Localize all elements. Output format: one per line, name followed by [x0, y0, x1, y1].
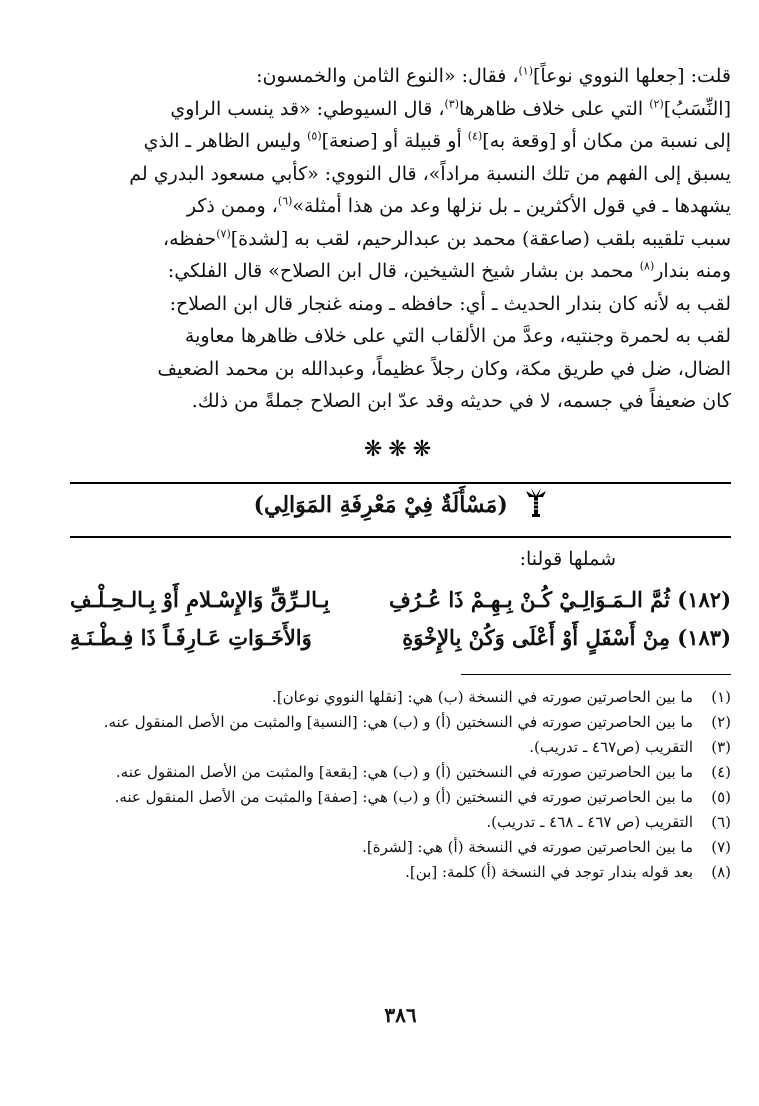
footnote-number: (٢): [711, 713, 731, 731]
text-line: كان ضعيفاً في جسمه، لا في حديثه وقد عدّ ابن الصلاح جملةً من ذلك.: [191, 390, 731, 412]
footnote-number: (١): [711, 688, 731, 706]
footnote-text: ما بين الحاصرتين صورته في النسختين (أ) و (ب) هي: [صفة] والمثبت من الأصل المنقول عنه.: [114, 788, 693, 806]
section-separator-stars: ❋❋❋: [363, 437, 438, 462]
text-line: لقب به لحمرة وجنتيه، وعدَّ من الألقاب التي على خلاف ظاهرها معاوية: [184, 325, 731, 347]
footnote-text: ما بين الحاصرتين صورته في النسخة (أ) هي: [لشرة].: [362, 838, 693, 856]
footnote-number: (٦): [711, 813, 731, 831]
footnote-text: بعد قوله بندار توجد في النسخة (أ) كلمة: [بن].: [405, 863, 693, 881]
footnote-item: [70, 735, 731, 760]
page-number: ٣٨٦: [384, 1003, 417, 1027]
footnote-text: ما بين الحاصرتين صورته في النسختين (أ) و (ب) هي: [النسبة] والمثبت من الأصل المنقول عنه.: [103, 713, 693, 731]
book-page: [70, 0, 731, 1106]
footnote-item: [70, 685, 731, 710]
text-line: سبب تلقيبه بلقب (صاعقة) محمد بن عبدالرحيم، لقب به [لشدة]$^{(٧)}$حفظه،: [162, 227, 731, 250]
footnote-item: [70, 810, 731, 835]
palm-ornament-icon: [525, 488, 547, 524]
title-rule-bottom: [70, 536, 731, 538]
text-line: قلت: [جعلها النووي نوعاً]$^{(١)}$، فقال: «النوع الثامن والخمسون:: [256, 64, 731, 87]
verse-second-hemistich: وَالأَخَـوَاتِ عَـارِفَـاً ذَا فِـطْـنَـةِ: [70, 624, 312, 650]
footnote-number: (٨): [711, 863, 731, 881]
footnote-item: [70, 785, 731, 810]
footnote-number: (٤): [711, 763, 731, 781]
text-line: الضال، ضل في طريق مكة، وكان رجلاً عظيماً، وعبدالله بن محمد الضعيف: [157, 357, 731, 380]
footnote-rule: [461, 674, 731, 675]
footnote-number: (٥): [711, 788, 731, 806]
section-title-text: (مَسْأَلَةٌ فِيْ مَعْرِفَةِ المَوَالِي): [253, 492, 508, 518]
footnote-text: ما بين الحاصرتين صورته في النسخة (ب) هي: [نقلها النووي نوعان].: [272, 688, 693, 706]
footnote-item: [70, 710, 731, 735]
footnote-text: التقريب (ص ٤٦٧ ـ ٤٦٨ ـ تدريب).: [486, 813, 693, 831]
section-title: [70, 488, 731, 524]
verse-block: [70, 580, 731, 656]
verse-second-hemistich: بِـالـرِّقِّ وَالإِسْـلامِ أَوْ بِـالـحِـلْـفِ: [70, 586, 330, 612]
verse-first-hemistich: (١٨٢) ثُمَّ الـمَـوَالِـيْ كُـنْ بِـهِـمْ ذَا عُـرُفِ: [389, 586, 731, 612]
verse-first-hemistich: (١٨٣) مِنْ أَسْفَلٍ أَوْ أَعْلَى وَكُنْ بِالإِخْوَةِ: [402, 624, 731, 650]
text-line: لقب به لأنه كان بندار الحديث ـ أي: حافظه ـ ومنه غنجار قال ابن الصلاح:: [169, 292, 731, 315]
verse-intro: شملها قولنا:: [519, 548, 616, 570]
footnote-number: (٣): [711, 738, 731, 756]
title-rule-top: [70, 482, 731, 484]
footnote-item: [70, 860, 731, 885]
main-text: [70, 60, 731, 418]
footnotes: [70, 685, 731, 885]
footnote-number: (٧): [711, 838, 731, 856]
text-line: يسبق إلى الفهم من تلك النسبة مراداً»، قال النووي: «كأبي مسعود البدري لم: [129, 162, 731, 185]
footnote-item: [70, 835, 731, 860]
footnote-text: ما بين الحاصرتين صورته في النسختين (أ) و (ب) هي: [بقعة] والمثبت من الأصل المنقول عنه.: [115, 763, 693, 781]
text-line: ومنه بندار$^{(٨)}$ محمد بن بشار شيخ الشيخين، قال ابن الصلاح» قال الفلكي:: [167, 259, 731, 282]
text-line: [النِّسَبُ]$^{(٢)}$ التي على خلاف ظاهرها$^{(٣)}$، قال السيوطي: «قد ينسب الراوي: [170, 97, 731, 120]
footnote-item: [70, 760, 731, 785]
footnote-text: التقريب (ص٤٦٧ ـ تدريب).: [529, 738, 693, 756]
text-line: إلى نسبة من مكان أو [وقعة به]$^{(٤)}$ أو قبيلة أو [صنعة]$^{(٥)}$ وليس الظاهر ـ الذي: [143, 129, 731, 152]
verse-row: [70, 580, 731, 618]
verse-row: [70, 618, 731, 656]
text-line: يشهدها ـ في قول الأكثرين ـ بل نزلها وعد من هذا أمثلة»$^{(٦)}$، وممن ذكر: [186, 194, 731, 217]
